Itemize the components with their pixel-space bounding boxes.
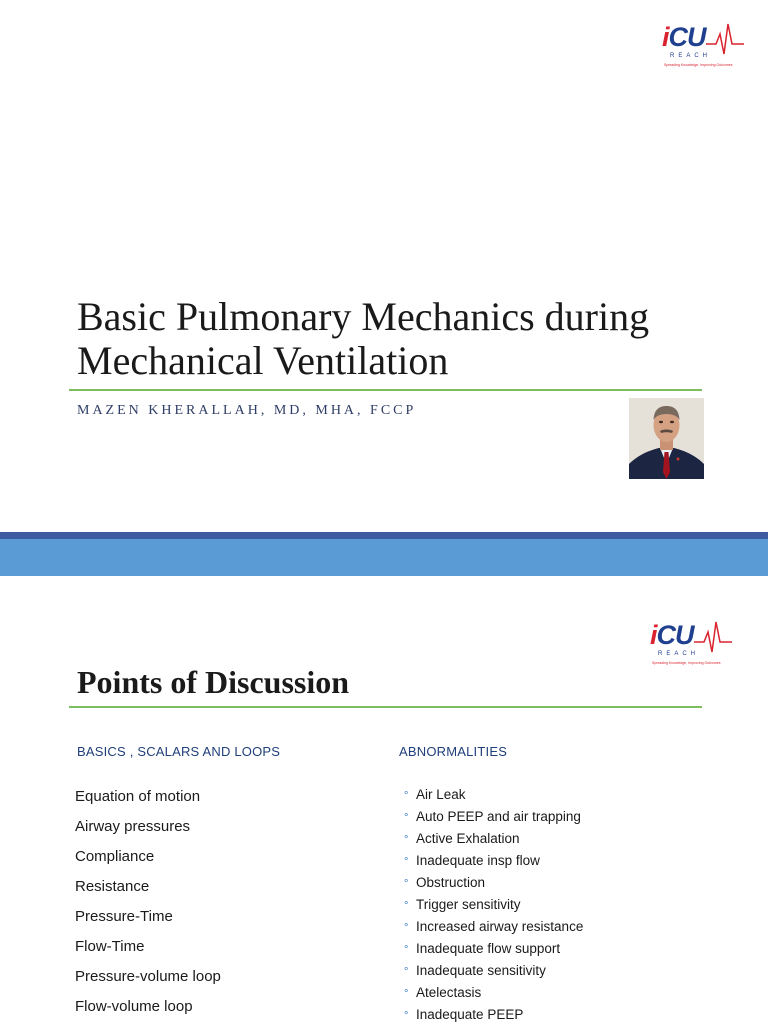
- slide-title: Points of Discussion: [77, 664, 350, 700]
- list-item-label: Trigger sensitivity: [416, 897, 521, 912]
- list-item: Compliance: [75, 848, 155, 865]
- bullet-icon: °: [404, 790, 409, 802]
- list-item: Flow-volume loop: [75, 998, 193, 1015]
- list-item-label: Increased airway resistance: [416, 919, 584, 934]
- list-item: [404, 940, 583, 962]
- heartbeat-pulse-icon: [694, 618, 732, 658]
- bullet-icon: °: [404, 900, 409, 912]
- heartbeat-pulse-icon: [706, 20, 744, 60]
- bullet-icon: °: [404, 834, 409, 846]
- bullet-icon: °: [404, 988, 409, 1000]
- list-item: [404, 962, 583, 984]
- list-item: Flow-Time: [75, 938, 145, 955]
- portrait-image: [629, 398, 704, 479]
- slide-title-line-2: Mechanical Ventilation: [77, 338, 449, 383]
- list-item: [404, 874, 583, 896]
- slide-title-line-1: Basic Pulmonary Mechanics during: [77, 294, 650, 339]
- list-item-label: Air Leak: [416, 787, 466, 802]
- left-column-heading: BASICS , SCALARS AND LOOPS: [77, 744, 281, 759]
- slide-separator: [0, 539, 768, 576]
- list-item: [404, 852, 583, 874]
- list-item: [404, 896, 583, 918]
- list-item: Resistance: [75, 878, 150, 895]
- list-item: Airway pressures: [75, 818, 191, 835]
- author-name: MAZEN KHERALLAH, MD, MHA, FCCP: [77, 403, 417, 418]
- list-item: [404, 984, 583, 1006]
- list-item-label: Obstruction: [416, 875, 486, 890]
- list-item-label: Inadequate PEEP: [416, 1007, 524, 1022]
- title-divider: [69, 389, 702, 391]
- bullet-icon: °: [404, 922, 409, 934]
- logo-subtitle: REACH: [658, 651, 700, 657]
- list-item-label: Inadequate sensitivity: [416, 963, 546, 978]
- bullet-icon: °: [404, 812, 409, 824]
- slide-separator-dark: [0, 532, 768, 539]
- bullet-icon: °: [404, 1010, 409, 1022]
- discussion-slide: [0, 576, 768, 1024]
- list-item: [404, 808, 583, 830]
- list-item-label: Atelectasis: [416, 985, 482, 1000]
- bullet-icon: °: [404, 856, 409, 868]
- logo-subtitle: REACH: [670, 53, 712, 59]
- bullet-icon: °: [404, 878, 409, 890]
- list-item: [404, 1006, 583, 1024]
- list-item-label: Auto PEEP and air trapping: [416, 809, 581, 824]
- list-item: Pressure-Time: [75, 908, 173, 925]
- basics-list: [75, 787, 221, 1024]
- bullet-icon: °: [404, 944, 409, 956]
- logo-mark: iCU: [662, 22, 706, 52]
- list-item: [404, 918, 583, 940]
- icu-reach-logo: [650, 618, 732, 678]
- abnormalities-list: [404, 786, 583, 1024]
- right-column-heading: ABNORMALITIES: [399, 744, 508, 759]
- list-item: Equation of motion: [75, 788, 201, 805]
- title-divider: [69, 706, 702, 708]
- author-portrait: [629, 398, 704, 479]
- logo-tagline: Spreading Knowledge, Improving Outcomes: [664, 63, 733, 67]
- logo-mark: iCU: [650, 620, 694, 650]
- list-item-label: Inadequate flow support: [416, 941, 561, 956]
- list-item: Pressure-volume loop: [75, 968, 221, 985]
- logo-tagline: Spreading Knowledge, Improving Outcomes: [652, 661, 721, 665]
- slide-title: [77, 295, 717, 383]
- list-item: [404, 830, 583, 852]
- icu-reach-logo: [662, 20, 744, 80]
- bullet-icon: °: [404, 966, 409, 978]
- list-item: [404, 786, 583, 808]
- list-item-label: Inadequate insp flow: [416, 853, 540, 868]
- list-item-label: Active Exhalation: [416, 831, 520, 846]
